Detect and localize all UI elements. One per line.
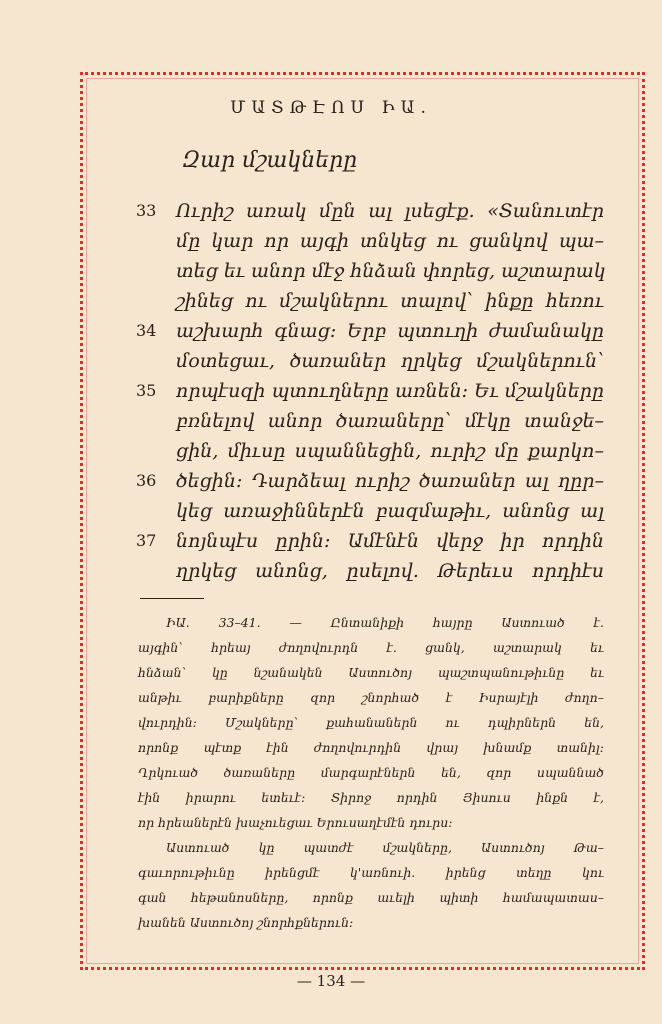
line-text: բռնելով անոր ծառաները՝ մէկը տանջե– bbox=[176, 410, 604, 432]
footnotes bbox=[138, 610, 604, 935]
line-text: ղրկեց անոնց, ըսելով. Թերեւս որդիէս bbox=[176, 560, 604, 582]
verse-number: 35 bbox=[136, 381, 157, 400]
footnote-line: այգին՝ հրեայ ժողովուրդն է. ցանկ, աշտարակ եւ bbox=[138, 640, 604, 655]
text-line bbox=[136, 496, 606, 526]
text-line bbox=[136, 316, 606, 346]
text-line bbox=[136, 286, 606, 316]
line-text: ցին, միւսը սպաննեցին, ուրիշ մը քարկո– bbox=[176, 440, 604, 462]
line-text: տեց եւ անոր մէջ հնձան փորեց, աշտարակ bbox=[176, 260, 606, 282]
footnote-line: ԻԱ. 33–41. — Ընտանիքի հայրը Աստուած է. bbox=[166, 615, 604, 630]
section-title: Զար մշակները bbox=[182, 148, 358, 173]
footnote-line: անթիւ բարիքները զոր շնորհած է Իսրայէլի ժողո– bbox=[138, 690, 604, 705]
verse-number: 33 bbox=[136, 201, 157, 220]
footnote-line: Ղրկուած ծառաները մարգարէներն են, զոր սպաննած bbox=[138, 765, 604, 780]
footnote-line: էին իրարու ետեւէ։ Տիրոջ որդին Յիսուս ինքն է, bbox=[138, 790, 604, 805]
footnote-line: գան հեթանոսները, որոնք աւելի պիտի համապատաս– bbox=[138, 890, 604, 905]
footnote-line: որ հրեաներէն խաչուեցաւ Երուսաղէմէն դուրս։ bbox=[138, 815, 453, 830]
verse-number: 37 bbox=[136, 531, 157, 550]
line-text: շինեց ու մշակներու տալով՝ ինքը հեռու bbox=[176, 290, 604, 312]
verse-number: 34 bbox=[136, 321, 157, 340]
running-head: ՄԱՏԹԷՈՍ ԻԱ. bbox=[230, 98, 432, 118]
text-line bbox=[136, 556, 606, 586]
footnote-line: որոնք պէտք էին ժողովուրդին վրայ խնամք տանիլ։ bbox=[138, 740, 604, 755]
page-number: — 134 — bbox=[296, 972, 366, 990]
verse-text bbox=[136, 196, 606, 586]
line-text: աշխարհ գնաց։ Երբ պտուղի ժամանակը bbox=[176, 320, 604, 342]
footnote-divider bbox=[140, 598, 204, 599]
line-text: կեց առաջիններէն բազմաթիւ, անոնց ալ bbox=[176, 500, 604, 522]
line-text: ծեցին։ Դարձեալ ուրիշ ծառաներ ալ ղըր– bbox=[176, 470, 604, 492]
footnote-line: խանեն Աստուծոյ շնորհքներուն։ bbox=[138, 915, 354, 930]
line-text: նոյնպէս ըրին։ Ամէնէն վերջ իր որդին bbox=[176, 530, 604, 552]
text-line bbox=[136, 256, 606, 286]
footnote-line: գաւորութիւնը իրենցմէ կ'առնուի. իրենց տեղը կու bbox=[138, 865, 604, 880]
footnote-line: հնձան՝ կը նշանակեն Աստուծոյ պաշտպանութիւնը եւ bbox=[138, 665, 604, 680]
text-line bbox=[136, 196, 606, 226]
verse-number: 36 bbox=[136, 471, 157, 490]
text-line bbox=[136, 526, 606, 556]
line-text: մը կար որ այգի տնկեց ու ցանկով պա– bbox=[176, 230, 604, 252]
text-line bbox=[136, 376, 606, 406]
text-line bbox=[136, 406, 606, 436]
line-text: մօտեցաւ, ծառաներ ղրկեց մշակներուն՝ bbox=[176, 350, 604, 372]
text-line bbox=[136, 466, 606, 496]
text-line bbox=[136, 436, 606, 466]
footnote-line: Աստուած կը պատժէ մշակները, Աստուծոյ Թա– bbox=[166, 840, 604, 855]
line-text: որպէսզի պտուղները առնեն։ Եւ մշակները bbox=[176, 380, 604, 402]
line-text: Ուրիշ առակ մըն ալ լսեցէք. «Տանուտէր bbox=[176, 200, 604, 222]
footnote-line: վուրդին։ Մշակները՝ քահանաներն ու դպիրներն են, bbox=[138, 715, 604, 730]
text-line bbox=[136, 346, 606, 376]
text-line bbox=[136, 226, 606, 256]
